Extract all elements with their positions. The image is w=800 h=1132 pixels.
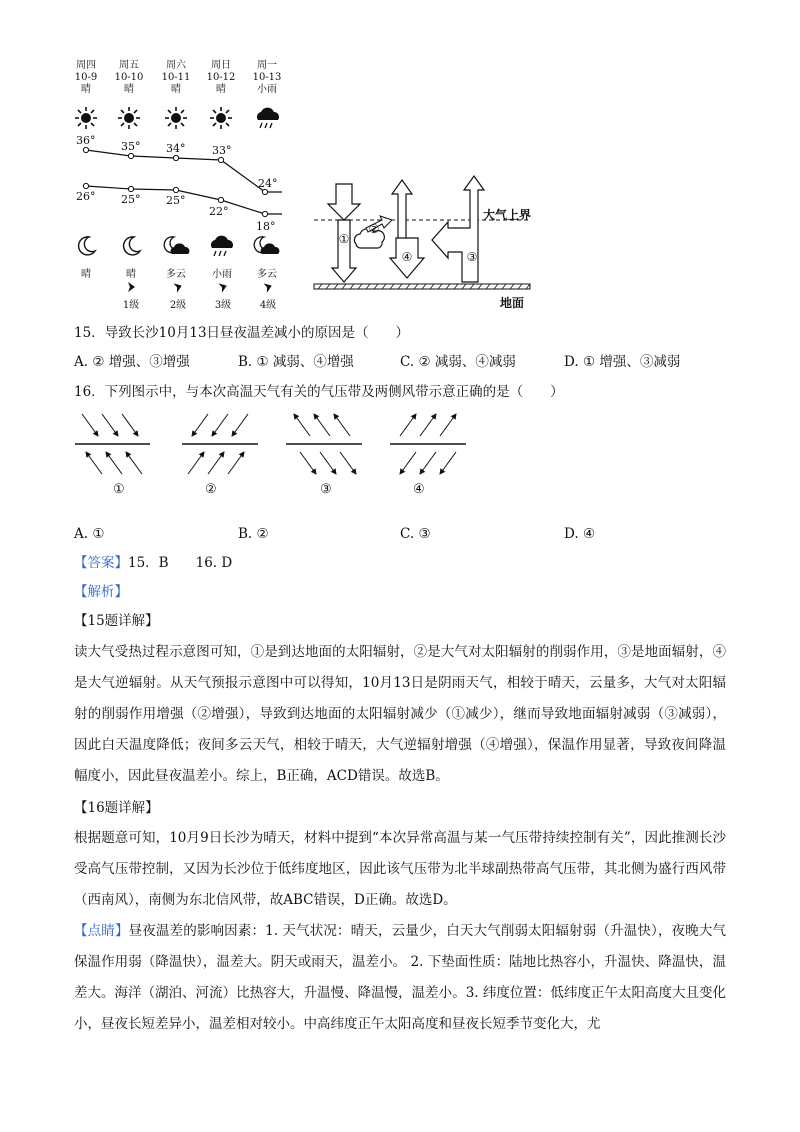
option-text: ① 减弱、④增强 xyxy=(256,354,354,370)
cloudy-moon-icon xyxy=(164,237,189,254)
weather: 晴 xyxy=(124,84,134,95)
q16-option-d[interactable] xyxy=(564,524,595,544)
option-text: ② 增强、③增强 xyxy=(92,354,190,370)
sun-icon xyxy=(118,107,140,129)
wind-arrow-icon xyxy=(263,281,273,293)
figure-label-2: ② xyxy=(205,482,217,497)
forecast-day-1-header xyxy=(64,60,108,96)
high-temp: 35° xyxy=(121,140,141,153)
option-key: A. xyxy=(74,354,89,370)
low-temp: 25° xyxy=(121,193,141,206)
question-15-stem: 15．导致长沙10月13日昼夜温差减小的原因是（ ） xyxy=(74,325,410,341)
option-key: D. xyxy=(564,354,579,370)
forecast-day-2-header xyxy=(107,60,151,96)
analysis-tag: 【解析】 xyxy=(74,584,128,600)
figure-label-4: ④ xyxy=(413,482,425,497)
cloudy-moon-icon xyxy=(254,237,279,254)
detail-15-title: 【15题详解】 xyxy=(74,613,159,629)
answer-line xyxy=(74,553,232,573)
sun-icon xyxy=(165,107,187,129)
forecast-day-3-header xyxy=(154,60,198,96)
q15-option-b[interactable] xyxy=(238,352,354,372)
option-key: B. xyxy=(238,526,253,542)
date: 10-12 xyxy=(206,72,236,83)
weekday: 周日 xyxy=(211,60,231,71)
low-temp: 25° xyxy=(166,194,186,207)
night-weather: 小雨 xyxy=(212,269,232,280)
sun-icon xyxy=(210,107,232,129)
option-key: A. xyxy=(74,526,89,542)
arrow-label-3: ③ xyxy=(466,250,478,264)
option-key: C. xyxy=(400,354,415,370)
q16-option-c[interactable] xyxy=(400,524,431,544)
weather: 小雨 xyxy=(257,84,277,95)
option-key: B. xyxy=(238,354,253,370)
wind-level: 2级 xyxy=(169,300,187,311)
wind-arrow-icon xyxy=(218,281,228,293)
option-text: ① 增强、③减弱 xyxy=(582,354,681,370)
q15-option-c[interactable] xyxy=(400,352,516,372)
tips-body: 昼夜温差的影响因素：1. 天气状况：晴天，云量少，白天大气削弱太阳辐射弱（升温快），夜晚大气保温作用弱（降温快），温差大。阴天或雨天，温差小。 2. 下垫面性质：陆地比热容小，升温快、降温快，温差大。海洋（湖泊、河流）比热容大，升温慢、降温慢，温差小。3. 纬度位置：低纬度正午太阳高度大且变化小，昼夜长短差异小，温差相对较小。中高纬度正午太阳高度和昼夜长短季节变化大，尤 xyxy=(74,923,727,1032)
option-key: D. xyxy=(564,526,579,542)
detail-15-body: 读大气受热过程示意图可知，①是到达地面的太阳辐射，②是大气对太阳辐射的削弱作用，③是地面辐射，④是大气逆辐射。从天气预报示意图中可以得知，10月13日是阴雨天气，相较于晴天，云量多，大气对太阳辐射的削弱作用增强（②增强），导致到达地面的太阳辐射减少（①减少），继而导致地面辐射减弱（③减弱），因此白天温度降低；夜间多云天气，相较于晴天，大气逆辐射增强（④增强），保温作用显著，导致夜间降温幅度小，因此昼夜温差小。综上，B正确，ACD错误。故选B。 xyxy=(74,644,726,784)
moon-icon xyxy=(79,237,95,255)
weather: 晴 xyxy=(171,84,181,95)
weekday: 周五 xyxy=(119,60,139,71)
high-temp: 33° xyxy=(212,144,232,157)
tips-tag: 【点睛】 xyxy=(74,923,129,939)
option-text: ② xyxy=(256,526,269,542)
night-weather: 晴 xyxy=(126,269,136,280)
low-temp: 22° xyxy=(209,205,229,218)
arrow-label-4: ④ xyxy=(401,250,413,264)
atmosphere-top-label: 大气上界 xyxy=(483,208,532,222)
sun-icon xyxy=(75,107,97,129)
q15-option-a[interactable] xyxy=(74,352,190,372)
low-temp: 26° xyxy=(76,190,96,203)
wind-arrow-icon xyxy=(173,281,183,293)
wind-level: 1级 xyxy=(122,300,140,311)
weather: 晴 xyxy=(216,84,226,95)
night-weather: 晴 xyxy=(81,269,91,280)
option-text: ④ xyxy=(582,526,596,542)
detail-16-title: 【16题详解】 xyxy=(74,800,159,816)
weekday: 周六 xyxy=(166,60,186,71)
tips-paragraph xyxy=(74,916,726,1040)
date: 10-13 xyxy=(252,72,282,83)
high-temp: 34° xyxy=(166,142,186,155)
question-16-stem: 16．下列图示中，与本次高温天气有关的气压带及两侧风带示意正确的是（ ） xyxy=(74,384,564,400)
q16-option-b[interactable] xyxy=(238,524,269,544)
date: 10-9 xyxy=(74,72,98,83)
answer-text: 15．B 16. D xyxy=(128,555,233,571)
detail-16-body: 根据题意可知，10月9日长沙为晴天，材料中提到“本次异常高温与某一气压带持续控制有关”，因此推测长沙受高气压带控制，又因为长沙位于低纬度地区，因此该气压带为北半球副热带高气压带，其北侧为盛行西风带（西南风），南侧为东北信风带，故ABC错误，D正确。故选D。 xyxy=(74,830,726,908)
wind-level: 3级 xyxy=(214,300,232,311)
figure-label-3: ③ xyxy=(320,482,332,497)
option-text: ③ xyxy=(418,526,431,542)
night-weather: 多云 xyxy=(166,269,186,280)
figure-label-1: ① xyxy=(113,482,125,497)
forecast-day-4-header xyxy=(199,60,243,96)
arrow-label-1: ① xyxy=(338,232,350,246)
pressure-belt-figures xyxy=(70,408,490,488)
wind-level: 4级 xyxy=(259,300,277,311)
forecast-day-5-header xyxy=(245,60,289,96)
rain-cloud-icon xyxy=(211,236,233,256)
q15-option-d[interactable] xyxy=(564,352,680,372)
date: 10-10 xyxy=(114,72,144,83)
low-temp: 18° xyxy=(256,220,276,233)
ground-label: 地面 xyxy=(500,296,525,310)
moon-icon xyxy=(124,237,140,255)
answer-tag: 【答案】 xyxy=(74,555,128,571)
weather: 晴 xyxy=(81,84,91,95)
weekday: 周一 xyxy=(257,60,277,71)
night-weather: 多云 xyxy=(257,269,277,280)
wind-arrow-icon xyxy=(128,282,135,292)
date: 10-11 xyxy=(161,72,191,83)
arrow-label-2: ② xyxy=(368,222,380,236)
option-key: C. xyxy=(400,526,415,542)
option-text: ① xyxy=(92,526,105,542)
q16-option-a[interactable] xyxy=(74,524,104,544)
weekday: 周四 xyxy=(76,60,96,71)
option-text: ② 减弱、④减弱 xyxy=(418,354,516,370)
high-temp: 36° xyxy=(76,134,96,147)
high-temp: 24° xyxy=(258,177,278,190)
rain-cloud-icon xyxy=(257,108,279,128)
